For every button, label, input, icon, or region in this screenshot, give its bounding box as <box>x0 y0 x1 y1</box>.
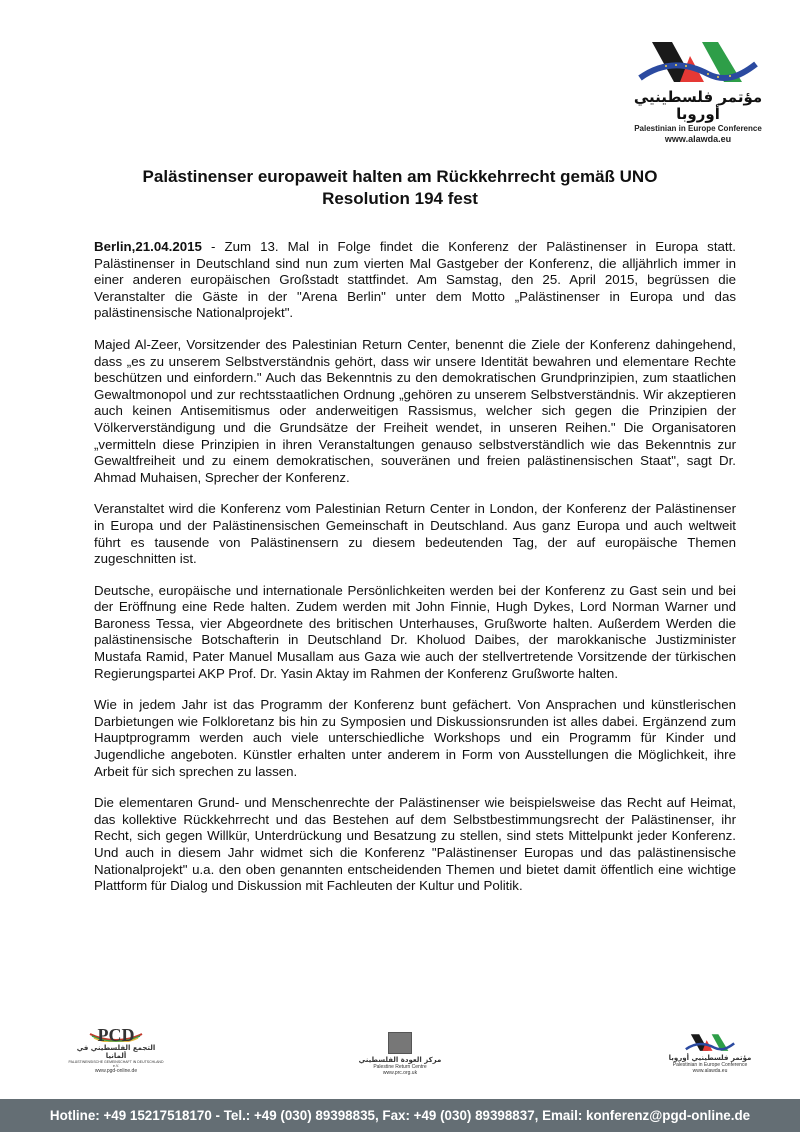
pcd-arabic: التجمع الفلسطيني في ألمانيا <box>76 1044 156 1060</box>
paragraph-1-text: - Zum 13. Mal in Folge findet die Konferenz der Palästinenser in Europa statt. Palästinenser in Deutschland sind nun zum vierten Mal Gastgeber der Konferenz, die alljährlich immer in einer anderen europäischen Großstadt stattfindet. Am Samstag, den 25. April 2015, begrüssen die Veranstalter die Gäste in der "Arena Berlin" unter dem Motto „Palästinenser in Europa und das palästinensische Nationalprojekt". <box>94 239 736 321</box>
pec-name: Palestinian in Europe Conference <box>672 1062 748 1068</box>
document-title <box>100 166 700 210</box>
partner-logos <box>0 1025 800 1088</box>
paragraph-2: Majed Al-Zeer, Vorsitzender des Palestinian Return Center, benennt die Ziele der Konferenz dahingehend, dass „es zu unserem Selbstverständnis gehört, dass wir unsere Identität bewahren und elementare Rechte beschützen und einfordern." Auch das Bekenntnis zu den demokratischen Grundprinzipien, zum staatlichen Gewaltmonopol und zur rechtsstaatlichen Ordnung „gehören zu unserem Selbstverständnis. Wir akzeptieren auch keinen Antisemitismus oder anderweitigen Rassismus, welcher sich gegen die Prinzipien der Völkerverständigung und die Grundsätze der Freiheit wendet, in unseren Reihen." Die Organisatoren „vermitteln diese Prinzipien in ihren Veranstaltungen genauso selbstverständlich wie das Bekenntnis zur Gewaltfreiheit und zu einem demokratischen, souveränen und freien palästinensischen Staat", sagt Dr. Ahmad Muhaisen, Sprecher der Konferenz. <box>94 336 736 485</box>
pcd-name: PCD <box>97 1025 135 1045</box>
prc-emblem-icon <box>388 1032 412 1054</box>
title-line-2: Resolution 194 fest <box>322 189 478 208</box>
paragraph-4: Deutsche, europäische und internationale Persönlichkeiten werden bei der Konferenz zu Gast sein und bei der Eröffnung eine Rede halten. Zudem werden mit John Finnie, Hugh Dykes, Lord Norman Warner und Baroness Tessa, vier Abgeordnete des britischen Unterhauses, Grußworte halten. Außerdem Werden die palästinensische Botschafterin in Deutschland Dr. Kholuod Daibes, der marokkanische Justizminister Mustafa Ramid, Pater Manuel Musallam aus Gaza wie auch der stellvertretende Vorsitzende der türkischen Regierungspartei AKP Prof. Dr. Yasin Aktay im Rahmen der Konferenz Grußworte halten. <box>94 582 736 681</box>
pec-logo <box>660 1032 760 1074</box>
paragraph-5: Wie in jedem Jahr ist das Programm der Konferenz bunt gefächert. Von Ansprachen und künstlerischen Darbietungen wie Folkloretanz bis hin zu Symposien und Diskussionsrunden ist alles dabei. Ergänzend zum Hauptprogramm werden auch viele unterschiedliche Workshops und ein Programm für Kinder und Jugendliche angeboten. Künstler erhalten unter anderem in Form von Ausstellungen die Möglichkeit, ihre Arbeit für sich sprechen zu lassen. <box>94 697 736 779</box>
paragraph-1 <box>94 239 736 322</box>
pec-arabic: مؤتمر فلسطينيي أوروبا <box>668 1054 752 1062</box>
prc-arabic: مركز العودة الفلسطيني <box>358 1056 442 1064</box>
logo-arabic-name: مؤتمر فلسطينيي أوروبا <box>633 88 763 123</box>
prc-url[interactable]: www.prc.org.uk <box>382 1070 418 1076</box>
document-body <box>94 239 736 910</box>
paragraph-3: Veranstaltet wird die Konferenz vom Palestinian Return Center in London, der Konferenz der Palästinenser in Europa und der Palästinensischen Gemeinschaft in Deutschland. Aus ganz Europa und auch weltweit führt es tausende von Palästinensern zu diesem bedeutenden Tag, der auf europäische Themen zugeschnitten ist. <box>94 501 736 567</box>
prc-name: Palestine Return Centre <box>373 1064 427 1070</box>
conference-emblem-icon <box>638 38 758 88</box>
pcd-subtitle: PALÄSTINENSISCHE GEMEINSCHAFT IN DEUTSCHLAND e.V. <box>68 1060 164 1068</box>
contact-footer-bar <box>0 1099 800 1132</box>
conference-logo <box>618 38 778 144</box>
contact-info: Hotline: +49 15217518170 - Tel.: +49 (030) 89398835, Fax: +49 (030) 89398837, Email: konferenz@pgd-online.de <box>49 1108 751 1123</box>
logo-url[interactable]: www.alawda.eu <box>664 134 732 144</box>
pec-url[interactable]: www.alawda.eu <box>692 1068 728 1074</box>
pec-emblem-icon <box>685 1032 735 1054</box>
pcd-url[interactable]: www.pgd-online.de <box>94 1068 138 1074</box>
pcd-logo <box>66 1025 166 1074</box>
dateline: Berlin,21.04.2015 <box>94 239 202 254</box>
logo-english-name: Palestinian in Europe Conference <box>634 124 762 133</box>
prc-logo <box>350 1032 450 1076</box>
paragraph-6: Die elementaren Grund- und Menschenrechte der Palästinenser wie beispielsweise das Recht auf Heimat, das kollektive Rückkehrrecht und das Bestehen auf dem Selbstbestimmungsrecht der Palästinenser, ihr Recht, sich gegen Willkür, Unterdrückung und Besatzung zu stellen, sind stets Mittelpunkt jeder Konferenz. Und auch in diesem Jahr widmet sich die Konferenz "Palästinenser Europas und das palästinensische Nationalprojekt" u.a. den oben genannten entscheidenden Themen und bietet damit öffentlich eine wichtige Plattform für Dialog und Diskussion mit Fachleuten der Kultur und Politik. <box>94 795 736 894</box>
title-line-1: Palästinenser europaweit halten am Rückkehrrecht gemäß UNO <box>142 167 658 186</box>
